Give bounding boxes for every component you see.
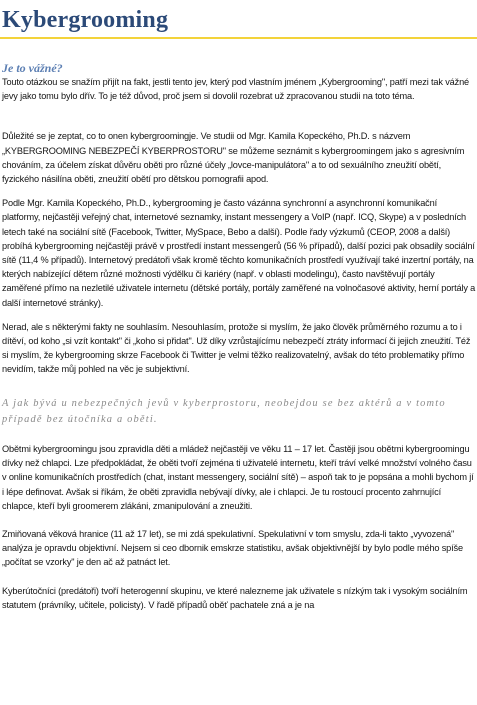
paragraph-attackers: Kyberútočníci (predátoři) tvoří heterogenní skupinu, ve které nalezneme jak uživatele s nízkým tak i vysokým sociálním statutem (právníky, učitele, policisty). V řadě případů oběť pachatele zná a je na [2,585,468,610]
section-heading: Je to vážné? [2,61,63,75]
paragraph-opinion: Nerad, ale s některými fakty ne souhlasím. Nesouhlasím, protože si myslím, že jako člověk průměrného rozumu a to i dítěví, od koho „si vzít kontakt" či „koho si přidat". Už díky vzrůstajícímu nebezpečí ztráty informací či jejich zneužití. Též si myslím, že kybergrooming skrze Facebook či Twitter je velmi těžko realizovatelný, avšak do této problematiky přímo nevidím, takže můj pohled na věc je subjektivní. [2,321,471,375]
page-title: Kybergrooming [2,7,169,33]
paragraph-platforms: Podle Mgr. Kamila Kopeckého, Ph.D., kybergrooming je často vázánna synchronní a asynchronní komunikační platformy, nejčastěji veřejný chat, internetové seznamky, instant messengery a VoIP (např. ICQ, Skype) a v posledních letech také na sociální sítě (Facebook, Twitter, MySpace, Bebo a další). Podle řady výzkumů (CEOP, 2008 a další) probíhá kybergrooming nejčastěji právě v prostředí instant messengerů (56 % případů), další pozici pak obsadily sociální sítě (11,4 % případů). Internetový predátoři však kromě těchto komunikačních prostředí využívají také inzertní portály, na kterých nabízející dětem různé možnosti výdělku či kariéry (např. v oblasti modelingu), často navštěvují portály zaměřené přímo na nezletilé uživatele internetu (dětské portály, portály zaměřené na volnočasové aktivity, herní portály a další internetové stránky). [2,198,476,308]
paragraph-age-range: Zmiňovaná věková hranice (11 až 17 let), se mi zdá spekulativní. Spekulativní v tom smyslu, zda-li takto „vyvozená" analýza je opravdu objektivní. Nejsem si ceo dbornik emskrze statistiku, avšak objektivnější by bylo podle mého spíše „počítat se vzorky" je den ač až patnáct let. [2,529,463,568]
paragraph-definition: Důležité se je zeptat, co to onen kybergroomingje. Ve studii od Mgr. Kamila Kopeckého, Ph.D. s názvem „KYBERGROOMING NEBEZPEČÍ KYBERPROSTORU" se můžeme seznámit s kybergroomingem jako s agresivním chováním, za účelem získat důvěru oběti pro různé účely „lovce-manipulátora" a to od sexuálního zneužití obětí, fyzického násilína oběti, zneužití obětí pro dětskou pornografii apod. [2,131,465,185]
paragraph-victims: Obětmi kybergroomingu jsou zpravidla děti a mládež nejčastěji ve věku 11 – 17 let. Častěji jsou obětmi kybergroomingu dívky než chlapci. Lze předpokládat, že oběti tvoří zejména ti uživatelé internetu, kteří tráví velké množství volného času v online komunikačních prostředích (chat, instant messengery, sociální sítě) – aspoň tak to je popsána a mohli bychom jí i lépe definovat. Avšak si říkám, že oběti zpravidla nebývají dívky, ale i chlapci. Je tu rostoucí procento zahrnující chlapce, kteří byli groomerem zlákáni, zmanipulování a zneužiti. [2,444,474,511]
title-underline [0,37,477,39]
pull-quote: A jak bývá u nebezpečných jevů v kyberprostoru, neobejdou se bez aktérů a v tomto případě bez útočníka a oběti. [2,397,446,425]
paragraph-intro: Touto otázkou se snažím přijít na fakt, jestli tento jev, který pod vlastním jménem „Kybergrooming", patří mezi tak vážné jevy jako tomu bylo dřív. To je též důvod, proč jsem si dovolil rozebrat už zpracovanou studii na toto téma. [2,77,469,102]
